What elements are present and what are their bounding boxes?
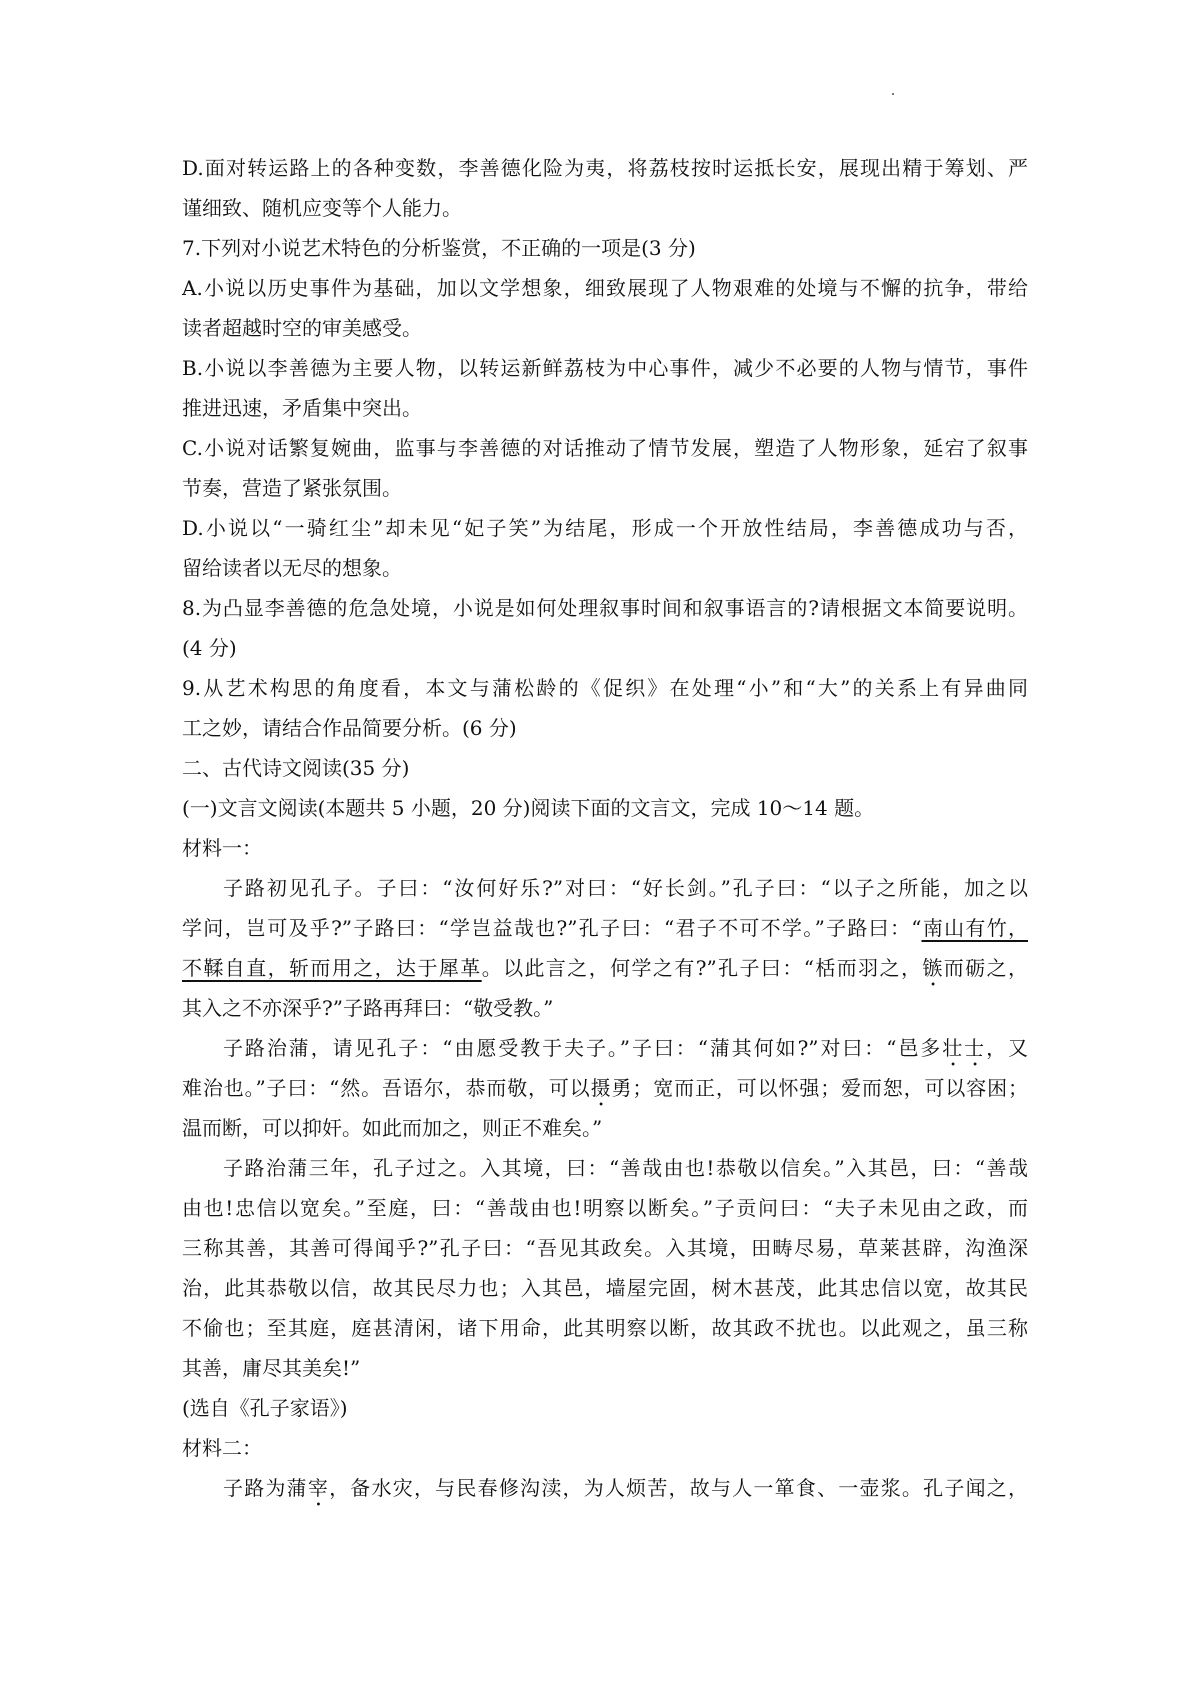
dotted-char: 宰 <box>307 1476 330 1500</box>
question-9-line2: 工之妙，请结合作品简要分析。(6 分) <box>182 716 517 740</box>
text-run: 难治也。”子曰：“然。吾语尔，恭而敬，可以 <box>182 1076 591 1100</box>
question-9-line1: 9.从艺术构思的角度看，本文与蒲松龄的《促织》在处理“小”和“大”的关系上有异曲同 <box>182 676 1028 700</box>
material-one-p1-line3 <box>182 948 1028 988</box>
text-run: 而砺之， <box>943 956 1029 980</box>
text-run: 子路为蒲 <box>223 1476 308 1500</box>
material-one-p3-line3: 三称其善，其善可得闻乎?”孔子曰：“吾见其政矣。入其境，田畴尽易，草莱甚辟，沟渔深 <box>182 1236 1028 1260</box>
material-one-p1-line2 <box>182 908 1028 948</box>
subsection-heading-wenyan: (一)文言文阅读(本题共 5 小题，20 分)阅读下面的文言文，完成 10～14 题。 <box>182 796 875 820</box>
material-one-p2-line3: 温而断，可以抑奸。如此而加之，则正不难矣。” <box>182 1116 603 1140</box>
material-one-p3-line1: 子路治蒲三年，孔子过之。入其境，曰：“善哉由也!恭敬以信矣。”入其邑，曰：“善哉 <box>223 1156 1028 1180</box>
text-run: ，又 <box>986 1036 1029 1060</box>
section-heading-classical: 二、古代诗文阅读(35 分) <box>182 756 410 780</box>
question-8-line2: (4 分) <box>182 636 237 660</box>
option-d-prev-line2: 谨细致、随机应变等个人能力。 <box>182 196 462 220</box>
text-run: 。以此言之，何学之有?”孔子曰：“栝而羽之， <box>481 956 923 980</box>
scan-dot <box>892 93 894 95</box>
question-7: 7.下列对小说艺术特色的分析鉴赏，不正确的一项是(3 分) <box>182 236 696 260</box>
option-d-prev-line1: D.面对转运路上的各种变数，李善德化险为夷，将荔枝按时运抵长安，展现出精于筹划、严 <box>182 156 1028 180</box>
material-two-label: 材料二： <box>182 1436 262 1460</box>
text-run: 学问，岂可及乎?”子路曰：“学岂益哉也?”孔子曰：“君子不可不学。”子路曰：“ <box>182 916 922 940</box>
q7-option-a-line2: 读者超越时空的审美感受。 <box>182 316 422 340</box>
material-one-p3-line5: 不偷也；至其庭，庭甚清闲，诸下用命，此其明察以断，故其政不扰也。以此观之，虽三称 <box>182 1316 1028 1340</box>
q7-option-d-line1: D.小说以“一骑红尘”却未见“妃子笑”为结尾，形成一个开放性结局，李善德成功与否， <box>182 516 1028 540</box>
material-one-p1-line1: 子路初见孔子。子曰：“汝何好乐?”对曰：“好长剑。”孔子曰：“以子之所能，加之以 <box>223 876 1028 900</box>
underlined-phrase: 南山有竹， <box>921 916 1029 940</box>
underlined-phrase: 不鞣自直，斩而用之，达于犀革 <box>182 956 482 980</box>
q7-option-c-line2: 节奏，营造了紧张氛围。 <box>182 476 402 500</box>
dotted-char: 镞 <box>922 956 944 980</box>
text-run: 子路治蒲，请见孔子：“由愿受教于夫子。”子曰：“蒲其何如?”对曰：“邑多 <box>223 1036 943 1060</box>
q7-option-a-line1: A.小说以历史事件为基础，加以文学想象，细致展现了人物艰难的处境与不懈的抗争，带给 <box>182 276 1028 300</box>
material-one-p2-line1 <box>182 1028 1028 1068</box>
text-run: ，备水灾，与民春修沟渎，为人烦苦，故与人一箪食、一壶浆。孔子闻之， <box>329 1476 1029 1500</box>
document-body <box>182 148 1028 1508</box>
text-run: 勇；宽而正，可以怀强；爱而恕，可以容困； <box>611 1076 1029 1100</box>
dotted-char: 摄 <box>590 1076 612 1100</box>
material-one-label: 材料一： <box>182 836 262 860</box>
material-two-p1-line1 <box>182 1468 1028 1508</box>
material-one-p1-line4: 其入之不亦深乎?”子路再拜曰：“敬受教。” <box>182 996 554 1020</box>
material-one-p3-line2: 由也!忠信以宽矣。”至庭，曰：“善哉由也!明察以断矣。”子贡问曰：“夫子未见由之政，而 <box>182 1196 1028 1220</box>
q7-option-c-line1: C.小说对话繁复婉曲，监事与李善德的对话推动了情节发展，塑造了人物形象，延宕了叙事 <box>182 436 1028 460</box>
question-8-line1: 8.为凸显李善德的危急处境，小说是如何处理叙事时间和叙事语言的?请根据文本简要说明。 <box>182 596 1028 620</box>
q7-option-d-line2: 留给读者以无尽的想象。 <box>182 556 402 580</box>
source-citation: (选自《孔子家语》) <box>182 1396 348 1420</box>
q7-option-b-line1: B.小说以李善德为主要人物，以转运新鲜荔枝为中心事件，减少不必要的人物与情节，事件 <box>182 356 1028 380</box>
dotted-char: 壮士 <box>942 1036 987 1060</box>
material-one-p2-line2 <box>182 1068 1028 1108</box>
material-one-p3-line4: 治，此其恭敬以信，故其民尽力也；入其邑，墙屋完固，树木甚茂，此其忠信以宽，故其民 <box>182 1276 1028 1300</box>
material-one-p3-line6: 其善，庸尽其美矣!” <box>182 1356 361 1380</box>
q7-option-b-line2: 推进迅速，矛盾集中突出。 <box>182 396 422 420</box>
